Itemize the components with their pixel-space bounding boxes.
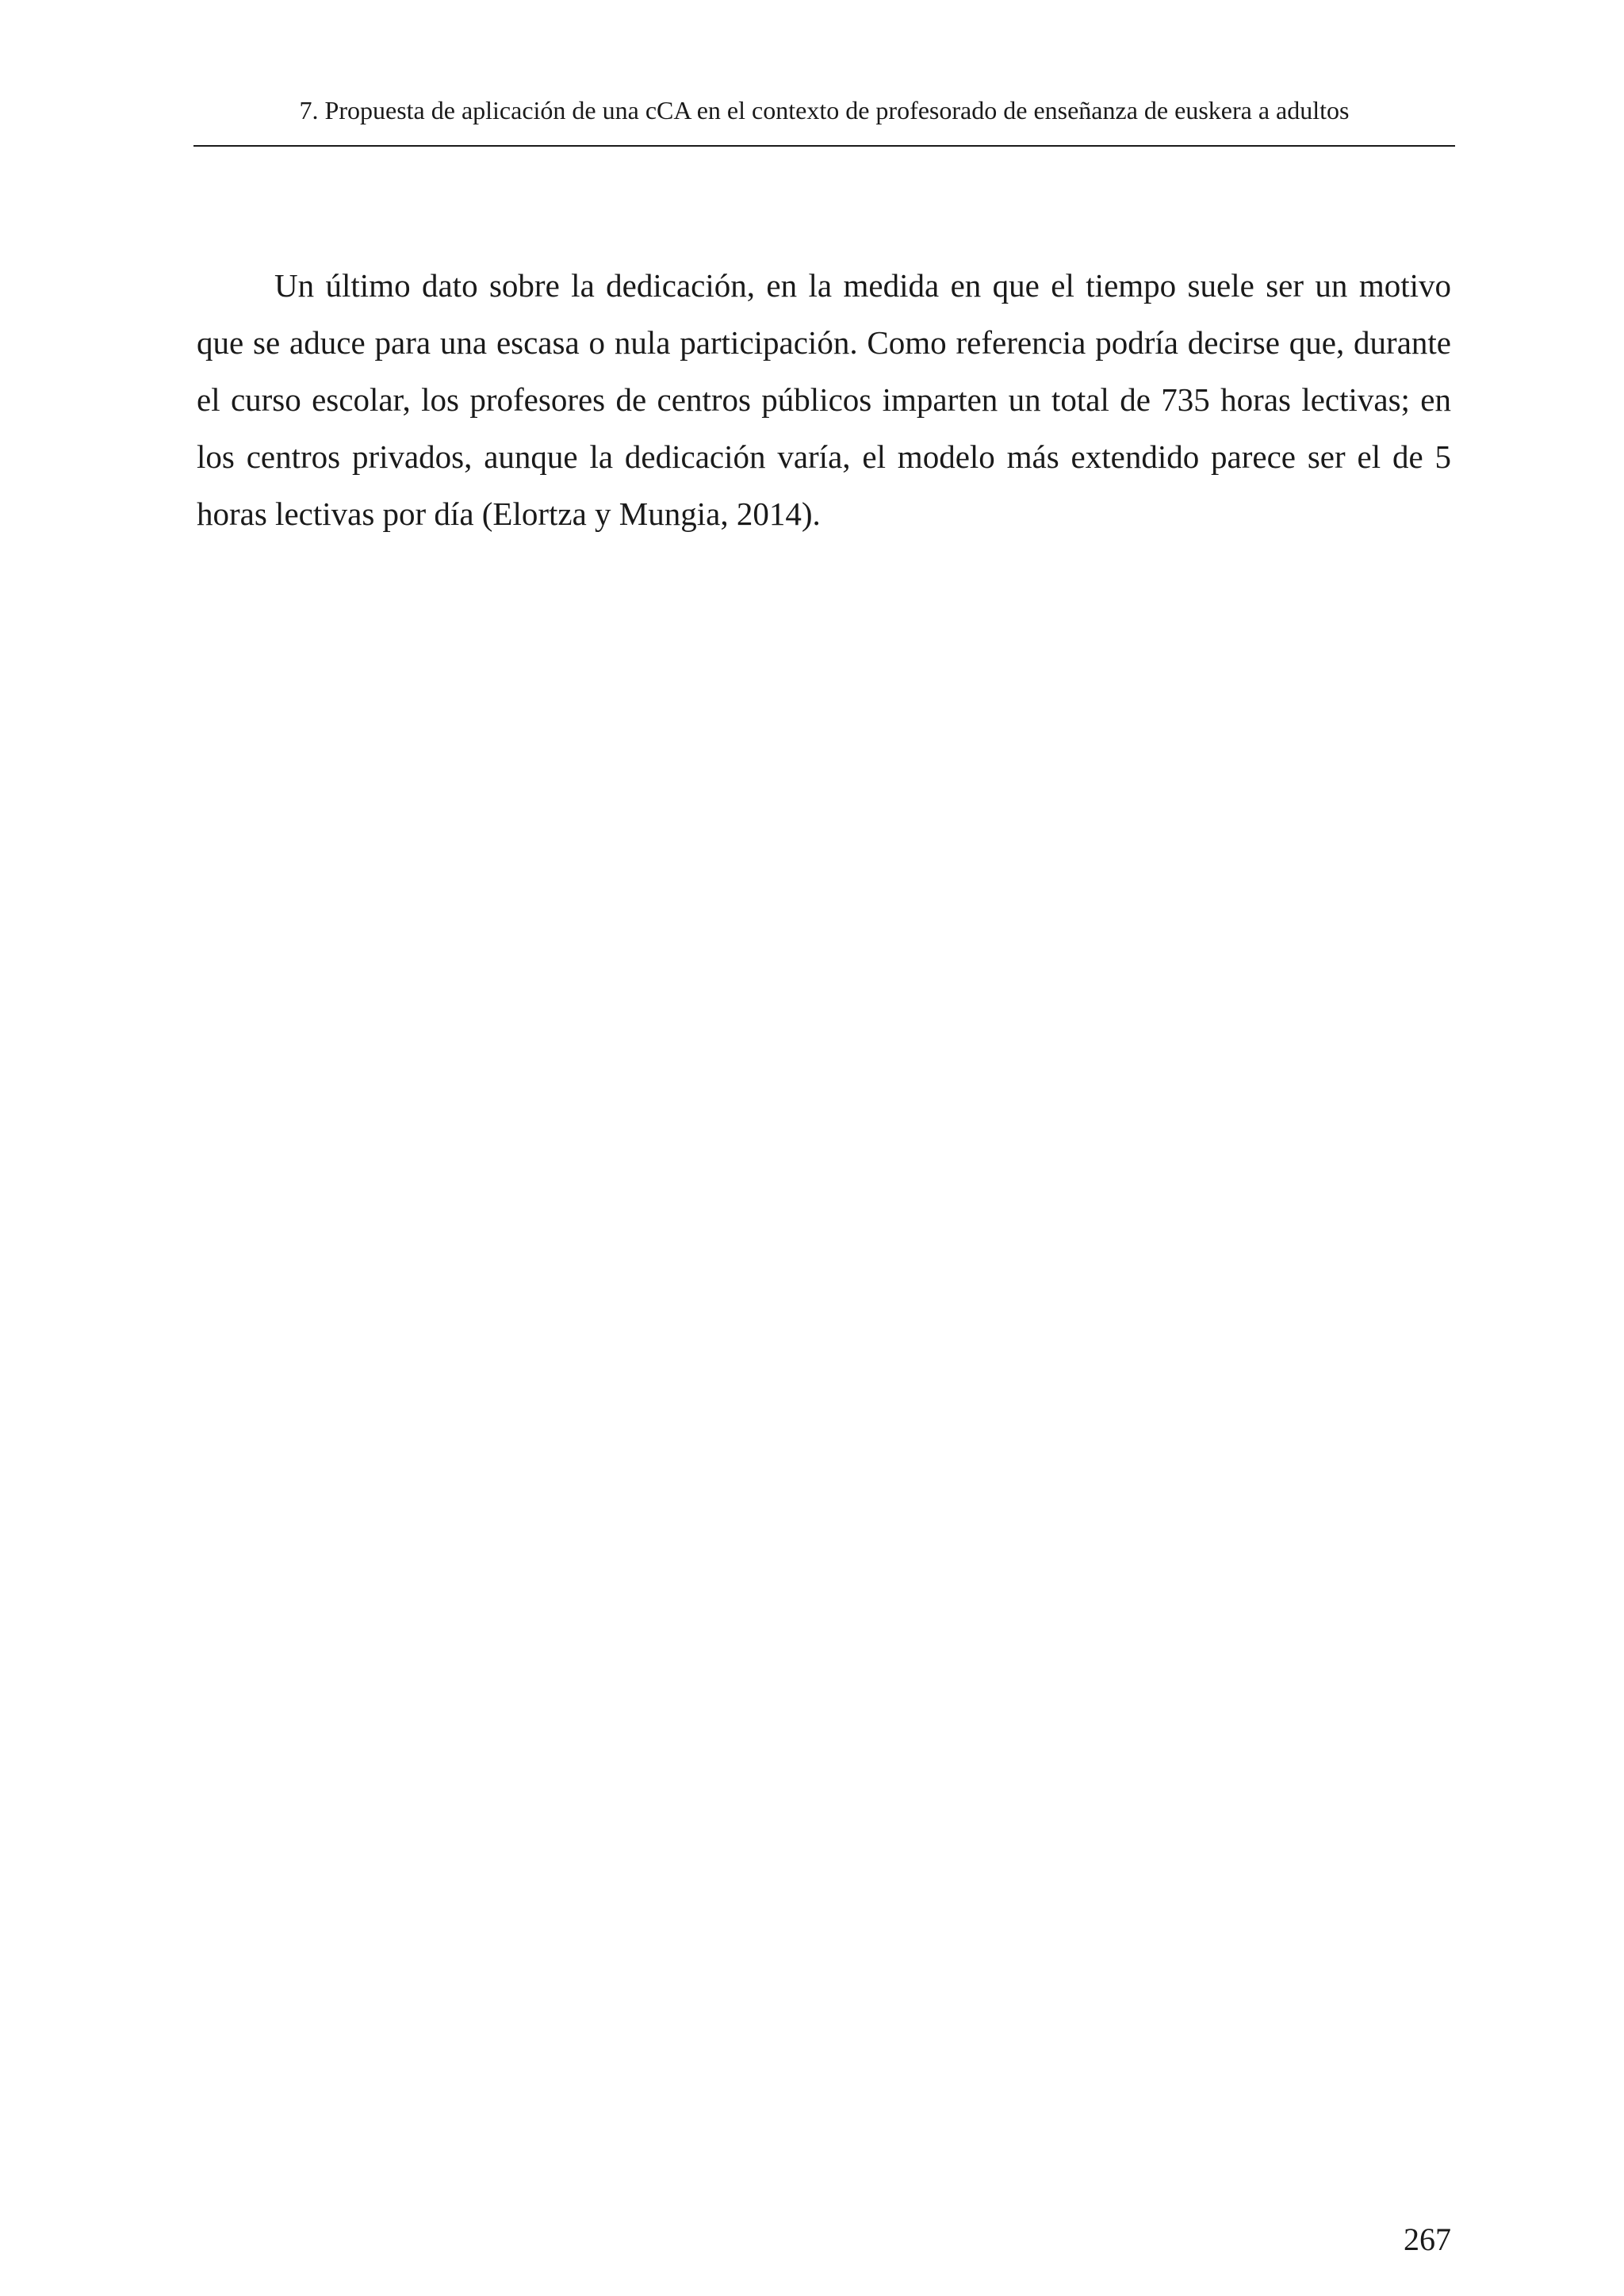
page-number: 267 [1404, 2221, 1451, 2257]
body-paragraph: Un último dato sobre la dedicación, en la medida en que el tiempo suele ser un motivo que se aduce para una escasa o nula participación. Como referencia podría decirse que, durante el curso escolar, los profesores de centros públicos imparten un total de 735 horas lectivas; en los centros privados, aunque la dedicación varía, el modelo más extendido parece ser el de 5 horas lectivas por día (Elortza y Mungia, 2014). [197, 267, 1451, 532]
running-header: 7. Propuesta de aplicación de una cCA en el contexto de profesorado de enseñanza de euskera a adultos [299, 96, 1350, 124]
header-rule [193, 145, 1455, 147]
